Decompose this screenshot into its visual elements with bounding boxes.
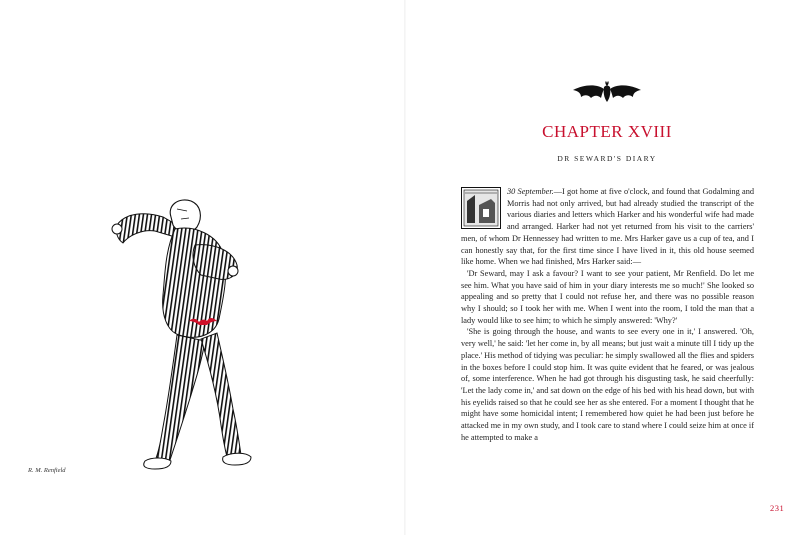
illustration-caption: R. M. Renfield bbox=[28, 467, 66, 474]
paragraph bbox=[461, 186, 754, 268]
renfield-illustration bbox=[105, 195, 275, 475]
paragraph-text: —I got home at five o'clock, and found that Godalming and Morris had not only arrived, but had already studied the transcript of the various diaries and letters which Harker and his wonderful wife had made and arranged. Harker had not yet returned from his visit to the carriers' men, of whom Dr Hennessey had written to me. Mrs Harker gave us a cup of tea, and I can honestly say that, for the first time since I have lived in it, this old house seemed like home. When we had finished, Mrs Harker said:— bbox=[461, 187, 755, 267]
chapter-subtitle: DR SEWARD'S DIARY bbox=[557, 154, 657, 163]
diary-date: 30 September. bbox=[507, 187, 554, 196]
bat-icon bbox=[571, 80, 643, 106]
decorative-initial-icon bbox=[461, 187, 501, 229]
paragraph: 'Dr Seward, may I ask a favour? I want to see your patient, Mr Renfield. Do let me see him. What you have said of him in your diary interests me so much!' She looked so appealing and so pretty that I could not refuse her, and there was no possible reason why I should; so I took her with me. When I went into the room, I told the man that a lady would like to see him; to which he simply answered: 'Why?' bbox=[461, 268, 754, 325]
book-gutter bbox=[404, 0, 406, 535]
page-number: 231 bbox=[770, 503, 785, 513]
chapter-body bbox=[461, 186, 754, 443]
paragraph: 'She is going through the house, and wants to see every one in it,' I answered. 'Oh, very well,' he said: 'let her come in, by all means; but just wait a minute till I tidy up the place.' His method of tidying was peculiar: he simply swallowed all the flies and spiders in the boxes before I could stop him. It was quite evident that he feared, or was jealous of, some interference. When he had got through his disgusting task, he said cheerfully: 'Let the lady come in,' and sat down on the edge of his bed with his head down, but with his eyelids raised so that he could see her as she entered. For a moment I thought that he might have some homicidal intent; I remembered how quiet he had been just before he attacked me in my own study, and I took care to stand where I could seize him at once if he attempted to make a bbox=[461, 327, 754, 442]
chapter-title: CHAPTER XVIII bbox=[542, 122, 672, 141]
